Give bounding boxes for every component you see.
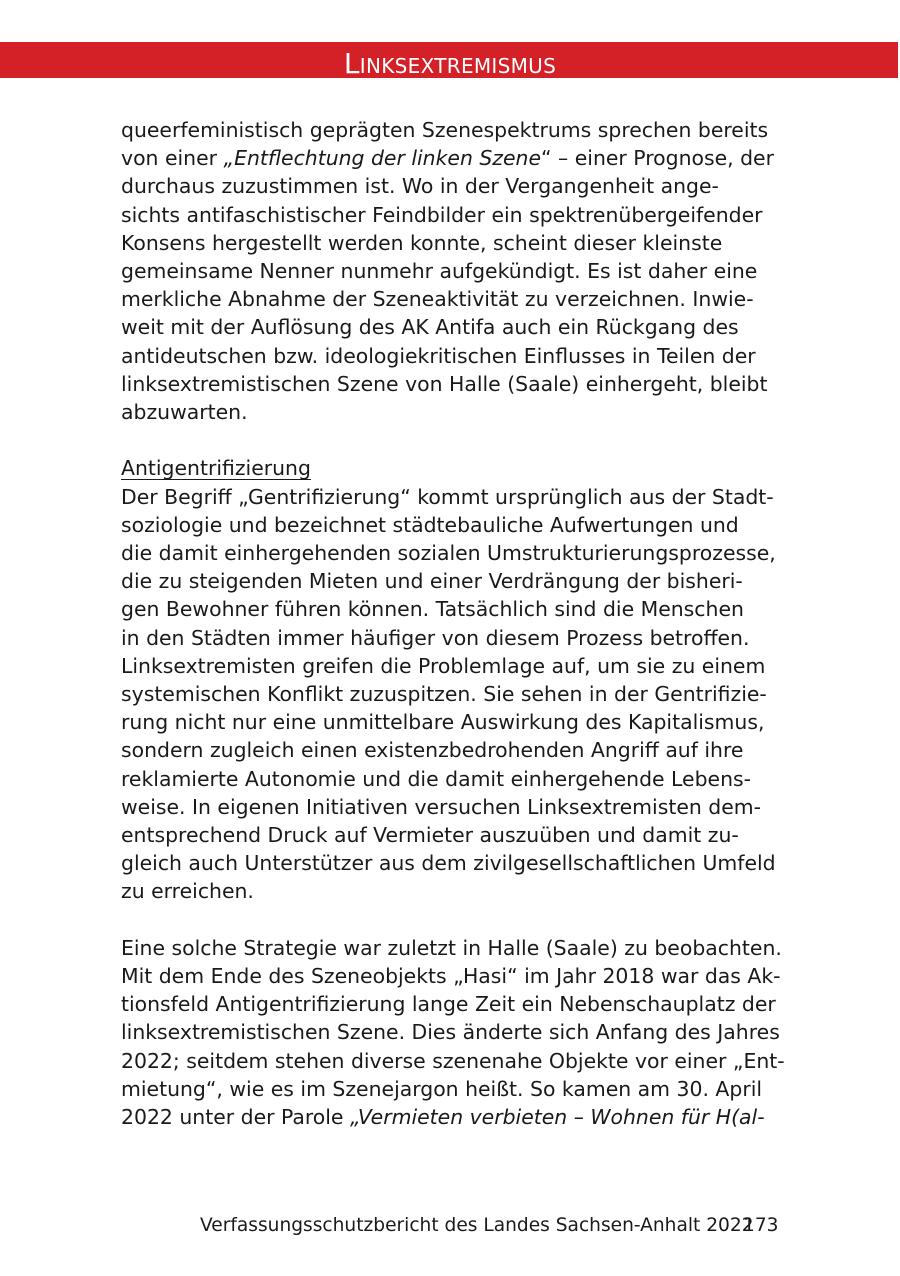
italic-text: „Entflechtung der linken Szene (223, 146, 542, 171)
text-line (121, 652, 791, 680)
text-run: “ – einer Prognose, der (541, 146, 774, 171)
text-run: linksextremistischen Szene von Halle (Saale) einhergeht, bleibt (121, 371, 768, 396)
text-run: mietung“, wie es im Szenejargon heißt. So kamen am 30. April (121, 1076, 763, 1101)
text-run: die zu steigenden Mieten und einer Verdrängung der bisheri- (121, 569, 743, 594)
text-line (121, 313, 791, 341)
text-line (121, 285, 791, 313)
text-run: abzuwarten. (121, 400, 248, 425)
text-run: entsprechend Druck auf Vermieter auszuüben und damit zu- (121, 823, 739, 848)
text-line (121, 1103, 791, 1131)
text-line (121, 962, 791, 990)
text-run: durchaus zuzustimmen ist. Wo in der Vergangenheit ange- (121, 174, 719, 199)
text-line (121, 624, 791, 652)
text-run: zu erreichen. (121, 879, 254, 904)
text-line (121, 793, 791, 821)
text-line (121, 1018, 791, 1046)
text-run: 2022; seitdem stehen diverse szenenahe Objekte vor einer „Ent- (121, 1048, 785, 1073)
text-line (121, 708, 791, 736)
text-run: Mit dem Ende des Szeneobjekts „Hasi“ im Jahr 2018 war das Ak- (121, 964, 781, 989)
text-line (121, 680, 791, 708)
text-line (121, 1075, 791, 1103)
text-line (121, 567, 791, 595)
text-line (121, 116, 791, 144)
italic-text: „Vermieten verbieten – Wohnen für H(al- (349, 1105, 765, 1130)
paragraph-2 (121, 483, 791, 906)
text-line (121, 201, 791, 229)
text-line (121, 342, 791, 370)
text-line (121, 144, 791, 172)
text-run: die damit einhergehenden sozialen Umstrukturierungsprozesse, (121, 541, 776, 566)
text-line (121, 257, 791, 285)
text-run: von einer (121, 146, 224, 171)
text-line (121, 736, 791, 764)
section-title: Linksextremismus (343, 47, 557, 80)
text-line (121, 934, 791, 962)
text-run: reklamierte Autonomie und die damit einhergehende Lebens- (121, 766, 751, 791)
text-run: systemischen Konflikt zuzuspitzen. Sie sehen in der Gentrifizie- (121, 682, 767, 707)
text-run: 2022 unter der Parole (121, 1105, 350, 1130)
text-line (121, 398, 791, 426)
text-run: in den Städten immer häufiger von diesem Prozess betroffen. (121, 625, 750, 650)
text-line (121, 990, 791, 1018)
text-line (121, 483, 791, 511)
text-run: weise. In eigenen Initiativen versuchen Linksextremisten dem- (121, 794, 761, 819)
text-run: Linksextremisten greifen die Problemlage auf, um sie zu einem (121, 653, 766, 678)
text-line (121, 370, 791, 398)
text-run: gen Bewohner führen können. Tatsächlich sind die Menschen (121, 597, 744, 622)
text-run: gleich auch Unterstützer aus dem zivilgesellschaftlichen Umfeld (121, 851, 776, 876)
text-run: tionsfeld Antigentrifizierung lange Zeit ein Nebenschauplatz der (121, 992, 776, 1017)
text-run: weit mit der Auflösung des AK Antifa auch ein Rückgang des (121, 315, 739, 340)
text-run: queerfeministisch geprägten Szenespektrums sprechen bereits (121, 118, 769, 142)
text-run: rung nicht nur eine unmittelbare Auswirkung des Kapitalismus, (121, 710, 765, 735)
text-run: merkliche Abnahme der Szeneaktivität zu verzeichnen. Inwie- (121, 287, 754, 312)
text-line (121, 172, 791, 200)
text-run: linksextremistischen Szene. Dies änderte sich Anfang des Jahres (121, 1020, 780, 1045)
text-line (121, 877, 791, 905)
footer-publication-title: Verfassungsschutzbericht des Landes Sachsen-Anhalt 2022 (200, 1215, 754, 1236)
text-line (121, 1047, 791, 1075)
text-run: Eine solche Strategie war zuletzt in Halle (Saale) zu beobachten. (121, 935, 782, 960)
section-heading (121, 454, 791, 482)
paragraph-3 (121, 934, 791, 1131)
text-run: sichts antifaschistischer Feindbilder ein spektrenübergeifender (121, 202, 763, 227)
text-line (121, 511, 791, 539)
text-line (121, 539, 791, 567)
text-line (121, 821, 791, 849)
text-run: gemeinsame Nenner nunmehr aufgekündigt. Es ist daher eine (121, 259, 758, 284)
page-body (121, 116, 791, 1159)
text-line (121, 229, 791, 257)
text-run: antideutschen bzw. ideologiekritischen Einflusses in Teilen der (121, 343, 756, 368)
text-run: Der Begriff „Gentrifizierung“ kommt ursprünglich aus der Stadt- (121, 484, 774, 509)
text-line (121, 849, 791, 877)
paragraph-1 (121, 116, 791, 426)
heading-antigentrifizierung: Antigentrifizierung (121, 456, 311, 481)
text-run: Konsens hergestellt werden konnte, scheint dieser kleinste (121, 230, 723, 255)
page-number: 173 (743, 1215, 779, 1236)
text-line (121, 595, 791, 623)
text-run: soziologie und bezeichnet städtebauliche Aufwertungen und (121, 512, 739, 537)
text-run: sondern zugleich einen existenzbedrohenden Angriff auf ihre (121, 738, 744, 763)
text-line (121, 765, 791, 793)
